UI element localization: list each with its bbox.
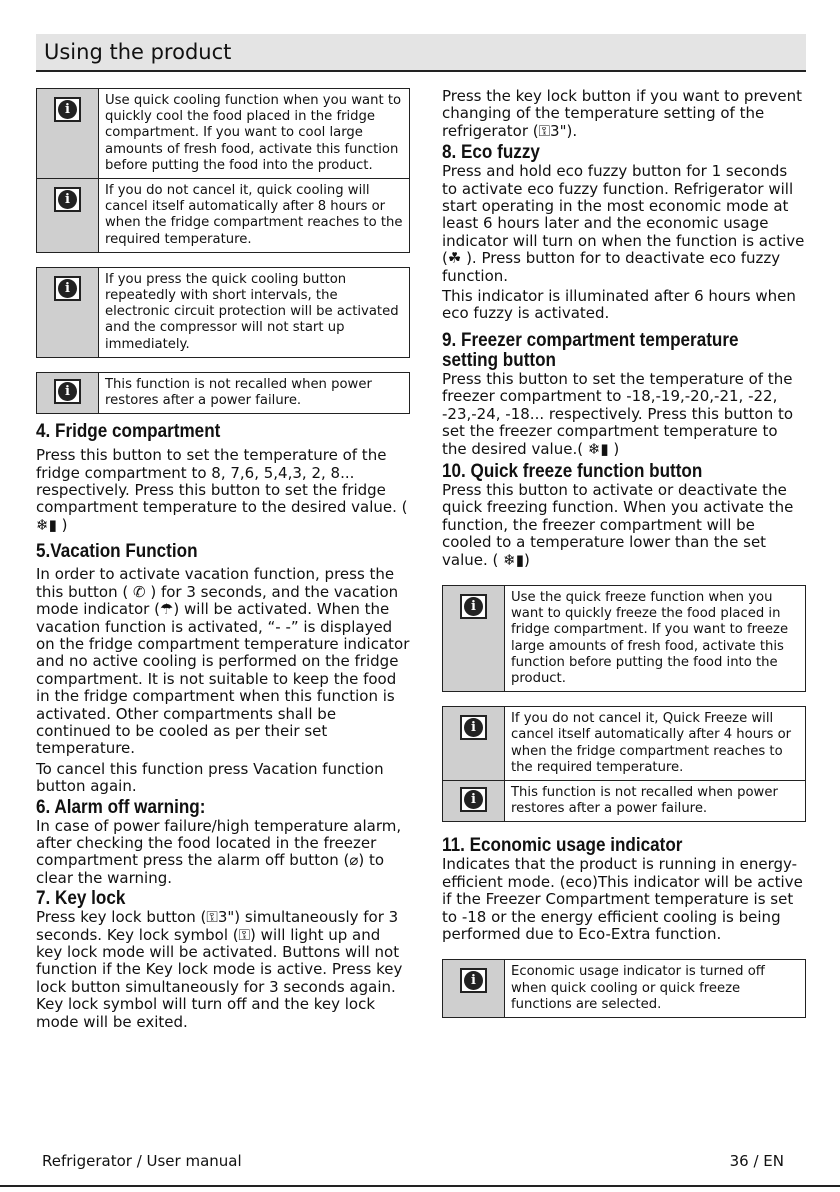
note-text: If you do not cancel it, quick cooling will cancel itself automatically after 8 hours or when the fridge compartment reaches to the required temperature. bbox=[105, 183, 403, 247]
section-body-freezer-temperature: Press this button to set the temperature of the freezer compartment to -18,-19,-20,-21, -22, -23,-24, -18... respectively. Press this button to set the freezer compartment temperature to the desired value.( ❄▮ ) bbox=[442, 369, 794, 458]
section-body-key-lock-continued: Press the key lock button if you want to prevent changing of the temperature setting of the refrigerator (⚿3"). bbox=[442, 87, 803, 140]
note-text: Use quick cooling function when you want to quickly cool the food placed in the fridge compartment. If you want to cool large amounts of fresh food, activate this function before putting the food into the product. bbox=[105, 93, 402, 173]
section-title-eco-fuzzy: 8. Eco fuzzy bbox=[442, 142, 540, 164]
info-icon: i bbox=[460, 968, 487, 993]
note-text: This function is not recalled when power restores after a power failure. bbox=[105, 376, 372, 409]
note-row bbox=[37, 89, 409, 178]
info-icon: i bbox=[54, 187, 81, 212]
section-title-fridge-compartment: 4. Fridge compartment bbox=[36, 421, 221, 443]
note-text: If you do not cancel it, Quick Freeze will cancel itself automatically after 4 hours or when the fridge compartment reaches to the required temperature. bbox=[511, 711, 792, 775]
note-box-quick-freeze-cancel bbox=[442, 706, 806, 822]
section-title-quick-freeze: 10. Quick freeze function button bbox=[442, 460, 703, 482]
section-title-vacation-function: 5.Vacation Function bbox=[36, 541, 198, 563]
section-title-alarm-off: 6. Alarm off warning: bbox=[36, 796, 206, 818]
section-body-fridge-compartment: Press this button to set the temperature of the fridge compartment to 8, 7,6, 5,4,3, 2, 8... respectively. Press this button to set the fridge compartment temperature to the desired value. ( ❄▮ ) bbox=[36, 446, 408, 534]
info-icon: i bbox=[460, 594, 487, 619]
page-title: Using the product bbox=[44, 40, 232, 64]
section-body-eco-fuzzy: Press and hold eco fuzzy button for 1 seconds to activate eco fuzzy function. Refrigerator will start operating in the most economic mode at least 6 hours later and the economic usage indicator will turn on when the function is active (☘ ). Press button for to deactivate eco fuzzy function. bbox=[442, 162, 805, 285]
info-icon: i bbox=[54, 97, 81, 122]
section-title-economic-usage: 11. Economic usage indicator bbox=[442, 835, 683, 857]
info-icon: i bbox=[54, 379, 81, 404]
note-text: Economic usage indicator is turned off when quick cooling or quick freeze functions are selected. bbox=[511, 964, 765, 1012]
note-text: If you press the quick cooling button repeatedly with short intervals, the electronic circuit protection will be activated and the compressor will not start up immediately. bbox=[105, 271, 399, 352]
note-box-quick-cooling bbox=[36, 88, 410, 253]
note-text: This function is not recalled when power restores after a power failure. bbox=[511, 784, 778, 817]
section-body-alarm-off: In case of power failure/high temperature alarm, after checking the food located in the freezer compartment press the alarm off button (⌀) to clear the warning. bbox=[36, 816, 402, 887]
note-row bbox=[37, 178, 409, 252]
note-box-quick-freeze bbox=[442, 585, 806, 692]
section-body-key-lock: Press key lock button (⚿3") simultaneously for 3 seconds. Key lock symbol (⚿) will light up and key lock mode will be activated. Buttons will not function if the Key lock mode is active. Press key lock button simultaneously for 3 seconds again. Key lock symbol will turn off and the key lock mode will be exited. bbox=[36, 908, 403, 1031]
footer-divider bbox=[0, 1185, 840, 1187]
section-body-quick-freeze: Press this button to activate or deactivate the quick freezing function. When you activate the function, the freezer compartment will be cooled to a temperature lower than the set value. ( ❄▮) bbox=[442, 480, 794, 569]
note-box-power-failure bbox=[36, 372, 410, 414]
section-body-vacation-function: In order to activate vacation function, press the this button ( ✆ ) for 3 seconds, and the vacation mode indicator (☂) will be activated. When the vacation function is activated, “- -” is displayed on the fridge compartment temperature indicator and no active cooling is performed on the fridge compartment. It is not suitable to keep the food in the fridge compartment when this function is activated. Other compartments shall be continued to be cooled as per their set temperature. bbox=[36, 565, 410, 758]
page-header bbox=[36, 34, 806, 72]
left-column bbox=[36, 88, 410, 1031]
right-column bbox=[442, 88, 806, 1032]
info-icon: i bbox=[54, 276, 81, 301]
info-icon: i bbox=[460, 715, 487, 740]
note-row bbox=[443, 780, 805, 821]
section-title-freezer-temperature: 9. Freezer compartment temperature setting button bbox=[442, 329, 739, 371]
section-body-vacation-cancel: To cancel this function press Vacation function button again. bbox=[36, 759, 384, 796]
section-title-key-lock: 7. Key lock bbox=[36, 888, 126, 910]
info-icon: i bbox=[460, 787, 487, 812]
note-row bbox=[443, 707, 805, 780]
footer-manual-title: Refrigerator / User manual bbox=[42, 1152, 242, 1170]
note-box-economic-usage bbox=[442, 959, 806, 1018]
section-body-eco-fuzzy-indicator: This indicator is illuminated after 6 hours when eco fuzzy is activated. bbox=[442, 287, 796, 323]
section-body-economic-usage: Indicates that the product is running in energy-efficient mode. (eco)This indicator will be active if the Freezer Compartment temperature is set to -18 or the energy efficient cooling is being performed due to Eco-Extra function. bbox=[442, 855, 803, 943]
note-text: Use the quick freeze function when you want to quickly freeze the food placed in fridge compartment. If you want to freeze large amounts of fresh food, activate this function before putting the food into the product. bbox=[511, 589, 789, 686]
footer-page-number: 36 / EN bbox=[729, 1152, 784, 1170]
note-box-circuit-protection bbox=[36, 267, 410, 358]
